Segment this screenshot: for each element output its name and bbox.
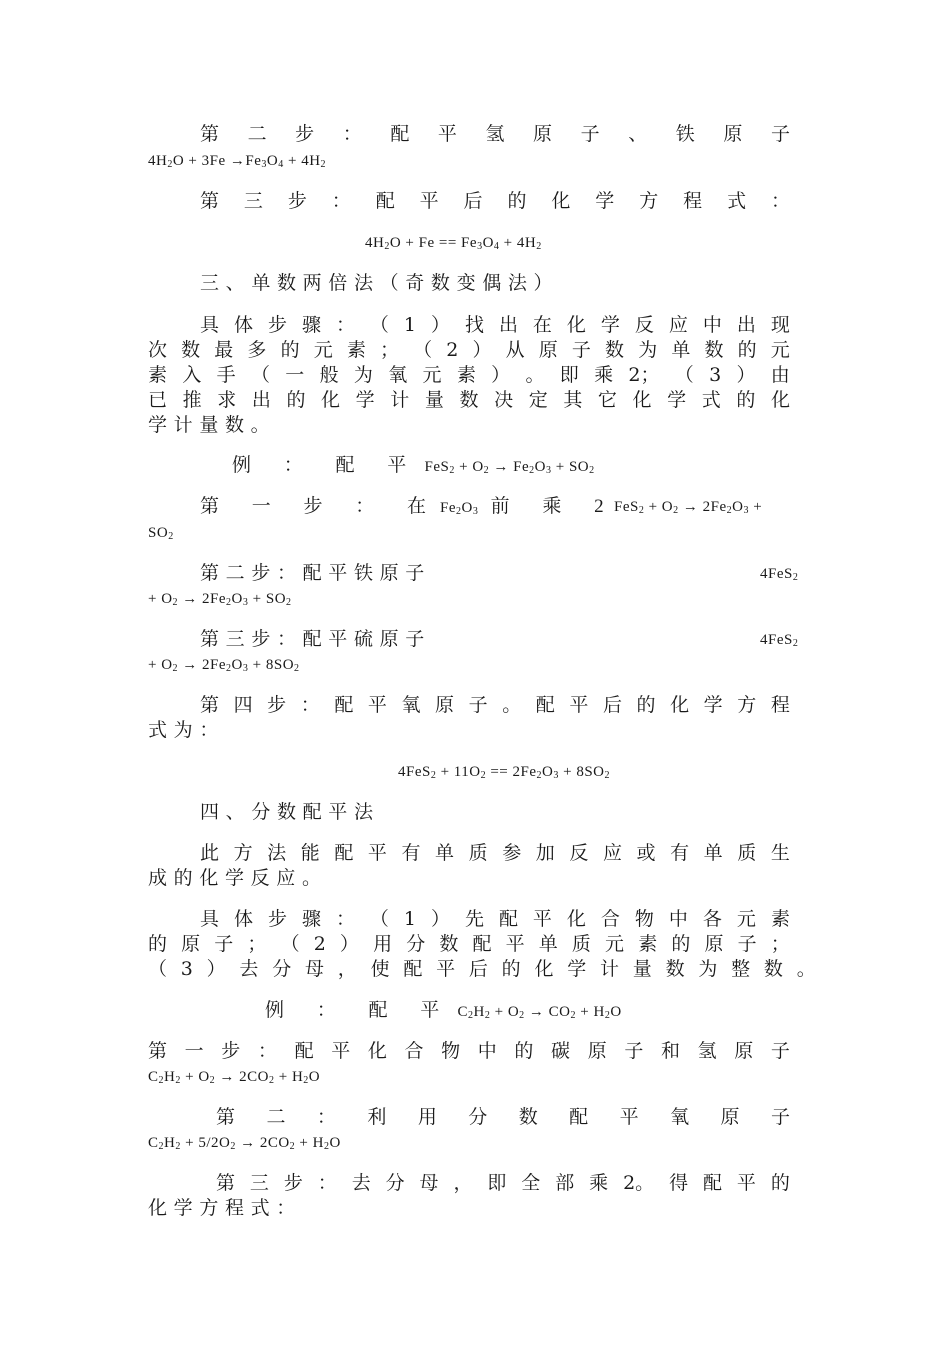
heading-step-4-continued: 式 为 ： bbox=[148, 719, 219, 741]
paragraph-steps-3-line-4: 已 推 求 出 的 化 学 计 量 数 决 定 其 它 化 学 式 的 化 bbox=[148, 389, 790, 411]
paragraph-steps-3-line-2: 次 数 最 多 的 元 素 ； （ 2 ） 从 原 子 数 为 单 数 的 元 bbox=[148, 339, 790, 361]
example-formula: $FeS_2 + O_2 \to Fe_2O_3 + SO_2$ bbox=[424, 459, 595, 476]
equation-step-3-sulfur-rest: + $O_2 \to 2Fe_2O_3 + 8SO_2$ bbox=[148, 657, 300, 674]
section-3-title: 三 、 单 数 两 倍 法 （ 奇 数 变 偶 法 ） bbox=[200, 272, 553, 294]
paragraph-steps-3-line-3: 素 入 手 （ 一 般 为 氧 元 素 ） 。 即 乘 2； （ 3 ） 由 bbox=[148, 364, 790, 386]
heading-step-3-c2h2-continued: 化 学 方 程 式 ： bbox=[148, 1197, 296, 1219]
heading-step-3-c2h2: 第 三 步 ： 去 分 母 ， 即 全 部 乘 2。 得 配 平 的 bbox=[216, 1172, 790, 1194]
paragraph-steps-4-line-3: （ 3 ） 去 分 母 ， 使 配 平 后 的 化 学 计 量 数 为 整 数 。 bbox=[148, 958, 816, 980]
equation-step-3-sulfur-start: 4FeS$_2$ bbox=[760, 632, 799, 649]
heading-step-3-sulfur: 第 三 步 ： 配 平 硫 原 子 bbox=[200, 628, 425, 650]
equation-balanced-fes2: $4FeS_2 + 11O_2 == 2Fe_2O_3 + 8SO_2$ bbox=[398, 764, 610, 781]
heading-step-3: 第 三 步 ： 配 平 后 的 化 学 方 程 式 ： bbox=[200, 190, 790, 212]
equation-step-2: $4H_2O + 3Fe \to Fe_3O_4 + 4H_2$ bbox=[148, 153, 327, 170]
paragraph-method-4-line-2: 成 的 化 学 反 应 。 bbox=[148, 867, 321, 889]
equation-step-2-iron-start: 4FeS$_2$ bbox=[760, 566, 799, 583]
heading-step-2-iron: 第 二 步 ： 配 平 铁 原 子 bbox=[200, 562, 425, 584]
section-4-title: 四 、 分 数 配 平 法 bbox=[200, 801, 373, 823]
paragraph-method-4-line-1: 此 方 法 能 配 平 有 单 质 参 加 反 应 或 有 单 质 生 bbox=[200, 842, 790, 864]
heading-step-1-c2h2: 第 一 步 ： 配 平 化 合 物 中 的 碳 原 子 和 氢 原 子 bbox=[148, 1040, 790, 1062]
equation-balanced-1: $4H_2O + Fe == Fe_3O_4 + 4H_2$ bbox=[365, 235, 542, 252]
equation-step-1-c2h2: $C_2H_2 + O_2 \to 2CO_2 + H_2O$ bbox=[148, 1069, 321, 1086]
paragraph-steps-4-line-2: 的 原 子 ； （ 2 ） 用 分 数 配 平 单 质 元 素 的 原 子 ； bbox=[148, 933, 790, 955]
equation-step-2-c2h2: $C_2H_2 + 5/2O_2 \to 2CO_2 + H_2O$ bbox=[148, 1135, 341, 1152]
paragraph-steps-3-line-5: 学 计 量 数 。 bbox=[148, 414, 270, 436]
step-1-fes2: 第 一 步 ： 在$Fe_2O_3$ 前 乘 2 $FeS_2 + O_2 \to 2Fe_2O_3$ + bbox=[200, 496, 763, 517]
paragraph-steps-3-line-1: 具 体 步 骤 ： （ 1 ） 找 出 在 化 学 反 应 中 出 现 bbox=[200, 314, 790, 336]
paragraph-steps-4-line-1: 具 体 步 骤 ： （ 1 ） 先 配 平 化 合 物 中 各 元 素 bbox=[200, 908, 790, 930]
heading-step-4: 第 四 步 ： 配 平 氧 原 子 。 配 平 后 的 化 学 方 程 bbox=[200, 694, 790, 716]
equation-step-2-iron-rest: + $O_2 \to 2Fe_2O_3 + SO_2$ bbox=[148, 591, 292, 608]
heading-step-2: 第 二 步 ： 配 平 氢 原 子 、 铁 原 子 bbox=[200, 123, 790, 145]
step-1-fes2-continued: $SO_2$ bbox=[148, 525, 174, 542]
example-label: 例 ： 配 平 bbox=[232, 455, 421, 476]
heading-step-2-c2h2: 第 二 ： 利 用 分 数 配 平 氧 原 子 bbox=[216, 1106, 790, 1128]
example-fes2 bbox=[232, 455, 595, 482]
example-c2h2: 例 ： 配 平 $C_2H_2 + O_2 \to CO_2 + H_2O$ bbox=[265, 1000, 622, 1021]
